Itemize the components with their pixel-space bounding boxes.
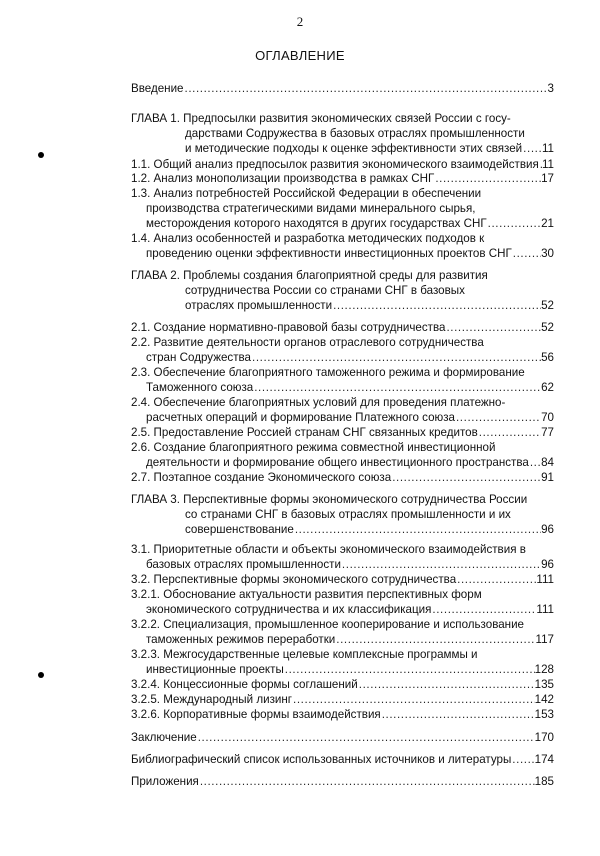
toc-entry-text: Таможенного союза bbox=[146, 381, 254, 394]
toc-entry bbox=[185, 298, 554, 313]
toc-leader-dots bbox=[488, 216, 541, 231]
toc-entry bbox=[146, 246, 554, 261]
toc-leader-dots bbox=[198, 730, 535, 745]
toc-entry bbox=[146, 602, 554, 617]
toc-entry-text: месторождения которого находятся в других государствах СНГ bbox=[146, 217, 487, 230]
toc-entry bbox=[131, 365, 525, 380]
toc-entry bbox=[146, 455, 554, 470]
toc-entry bbox=[131, 440, 495, 455]
toc-entry-text: инвестиционные проекты bbox=[146, 663, 284, 676]
toc-entry-text: 2.5. Предоставление Россией странам СНГ связанных кредитов bbox=[131, 426, 478, 439]
toc-entry-text: ГЛАВА 3. Перспективные формы экономического сотрудничества России bbox=[131, 493, 528, 506]
toc-page-number: 185 bbox=[534, 775, 554, 788]
toc-entry bbox=[131, 752, 554, 767]
toc-page-number: 77 bbox=[541, 426, 554, 439]
toc-entry-text: дарствами Содружества в базовых отраслях промышленности bbox=[185, 127, 525, 140]
toc-leader-dots bbox=[254, 380, 541, 395]
toc-page-number: 117 bbox=[535, 633, 554, 646]
toc-entry bbox=[146, 216, 554, 231]
toc-entry bbox=[185, 283, 465, 298]
toc-entry-text: 3.2.2. Специализация, промышленное кооперирование и использование bbox=[131, 618, 524, 631]
toc-page-number: 91 bbox=[541, 471, 554, 484]
toc-page-number: 56 bbox=[541, 351, 554, 364]
toc-entry bbox=[131, 335, 484, 350]
toc-entry-text: Заключение bbox=[131, 731, 197, 744]
toc-entry-text: совершенствование bbox=[185, 523, 294, 536]
toc-entry-text: 2.1. Создание нормативно-правовой базы сотрудничества bbox=[131, 321, 446, 334]
toc-leader-dots bbox=[285, 662, 535, 677]
toc-entry bbox=[131, 572, 554, 587]
toc-entry-text: 1.3. Анализ потребностей Российской Федерации в обеспечении bbox=[131, 187, 482, 200]
toc-title: ОГЛАВЛЕНИЕ bbox=[255, 48, 345, 63]
toc-entry bbox=[131, 492, 527, 507]
toc-entry bbox=[131, 157, 554, 172]
toc-leader-dots bbox=[512, 752, 534, 767]
toc-entry-text: проведению оценки эффективности инвестиционных проектов СНГ bbox=[146, 247, 512, 260]
toc-entry bbox=[131, 707, 554, 722]
toc-entry-text: 2.4. Обеспечение благоприятных условий для проведения платежно- bbox=[131, 396, 506, 409]
toc-leader-dots bbox=[293, 692, 535, 707]
toc-entry-text: 3.2.4. Концессионные формы соглашений bbox=[131, 678, 358, 691]
toc-leader-dots bbox=[432, 602, 536, 617]
toc-entry-text: 2.7. Поэтапное создание Экономического союза bbox=[131, 471, 392, 484]
toc-entry-text: 3.2. Перспективные формы экономического сотрудничества bbox=[131, 573, 457, 586]
toc-entry bbox=[131, 587, 482, 602]
toc-entry bbox=[131, 81, 554, 96]
toc-entry bbox=[131, 647, 478, 662]
toc-page-number: 30 bbox=[541, 247, 554, 260]
toc-entry-text: производства стратегическими видами минерального сырья, bbox=[146, 202, 476, 215]
toc-page-number: 84 bbox=[541, 456, 554, 469]
toc-leader-dots bbox=[200, 774, 535, 789]
toc-page-number: 3 bbox=[547, 82, 554, 95]
toc-entry-text: 2.6. Создание благоприятного режима совместной инвестиционной bbox=[131, 441, 496, 454]
toc-entry bbox=[131, 171, 554, 186]
toc-entry-text: 1.2. Анализ монополизации производства в рамках СНГ bbox=[131, 172, 435, 185]
toc-page-number: 17 bbox=[541, 172, 554, 185]
toc-leader-dots bbox=[185, 81, 548, 96]
toc-entry-text: таможенных режимов переработки bbox=[146, 633, 336, 646]
toc-page-number: 11 bbox=[541, 142, 554, 155]
toc-leader-dots bbox=[456, 410, 541, 425]
toc-entry bbox=[131, 470, 554, 485]
toc-page-number: 52 bbox=[541, 321, 554, 334]
toc-leader-dots bbox=[479, 425, 541, 440]
toc-entry bbox=[131, 542, 526, 557]
toc-page-number: 142 bbox=[534, 693, 554, 706]
toc-entry bbox=[146, 632, 554, 647]
toc-entry-text: 3.1. Приоритетные области и объекты экономического взаимодействия в bbox=[131, 543, 526, 556]
toc-entry bbox=[131, 617, 524, 632]
toc-entry-text: базовых отраслях промышленности bbox=[146, 558, 341, 571]
toc-page-number: 174 bbox=[534, 753, 554, 766]
toc-entry-text: 3.2.5. Международный лизинг bbox=[131, 693, 293, 706]
toc-entry-text: экономического сотрудничества и их классификация bbox=[146, 603, 432, 616]
toc-entry bbox=[131, 730, 554, 745]
toc-leader-dots bbox=[523, 141, 542, 156]
toc-entry bbox=[131, 111, 511, 126]
toc-entry bbox=[146, 662, 554, 677]
toc-entry-text: 1.4. Анализ особенностей и разработка методических подходов к bbox=[131, 232, 485, 245]
toc-page-number: 21 bbox=[541, 217, 554, 230]
toc-leader-dots bbox=[252, 350, 541, 365]
toc-entry bbox=[185, 126, 525, 141]
toc-page-number: 170 bbox=[534, 731, 554, 744]
toc-page-number: 153 bbox=[534, 708, 554, 721]
toc-page-number: 111 bbox=[536, 573, 554, 586]
toc-page-number: 62 bbox=[541, 381, 554, 394]
toc-entry bbox=[131, 425, 554, 440]
toc-entry bbox=[131, 395, 505, 410]
toc-entry bbox=[146, 201, 475, 216]
toc-leader-dots bbox=[333, 298, 541, 313]
toc-entry-text: отраслях промышленности bbox=[185, 299, 333, 312]
toc-entry-text: расчетных операций и формирование Платежного союза bbox=[146, 411, 455, 424]
page-number: 2 bbox=[296, 14, 304, 29]
toc-entry-text: стран Содружества bbox=[146, 351, 251, 364]
toc-entry bbox=[131, 268, 488, 283]
toc-entry-text: Приложения bbox=[131, 775, 199, 788]
toc-leader-dots bbox=[336, 632, 535, 647]
toc-entry bbox=[146, 557, 554, 572]
toc-entry bbox=[185, 507, 511, 522]
toc-entry-text: Библиографический список использованных источников и литературы bbox=[131, 753, 512, 766]
toc-leader-dots bbox=[513, 246, 541, 261]
toc-page-number: 96 bbox=[541, 558, 554, 571]
toc-leader-dots bbox=[342, 557, 541, 572]
toc-page-number: 52 bbox=[541, 299, 554, 312]
toc-leader-dots bbox=[457, 572, 536, 587]
toc-entry-text: Введение bbox=[131, 82, 184, 95]
toc-page-number: 11 bbox=[541, 158, 554, 171]
toc-leader-dots bbox=[295, 522, 541, 537]
toc-entry bbox=[185, 141, 554, 156]
toc-page-number: 128 bbox=[534, 663, 554, 676]
toc-entry-text: 2.3. Обеспечение благоприятного таможенного режима и формирование bbox=[131, 366, 525, 379]
toc-page-number: 96 bbox=[541, 523, 554, 536]
toc-entry bbox=[146, 350, 554, 365]
toc-entry bbox=[131, 677, 554, 692]
toc-entry-text: ГЛАВА 1. Предпосылки развития экономических связей России с госу- bbox=[131, 112, 511, 125]
toc-entry-text: 2.2. Развитие деятельности органов отраслевого сотрудничества bbox=[131, 336, 484, 349]
toc-entry-text: и методические подходы к оценке эффективности этих связей bbox=[185, 142, 523, 155]
toc-entry bbox=[131, 231, 484, 246]
toc-leader-dots bbox=[446, 320, 541, 335]
toc-leader-dots bbox=[530, 455, 541, 470]
toc-entry bbox=[131, 774, 554, 789]
toc-entry-text: 3.2.3. Межгосударственные целевые комплексные программы и bbox=[131, 648, 478, 661]
toc-page-number: 111 bbox=[536, 603, 554, 616]
toc-entry-text: со странами СНГ в базовых отраслях промышленности и их bbox=[185, 508, 511, 521]
toc-leader-dots bbox=[392, 470, 541, 485]
toc-entry-text: 1.1. Общий анализ предпосылок развития экономического взаимодействия bbox=[131, 158, 539, 171]
toc-leader-dots bbox=[359, 677, 535, 692]
toc-entry bbox=[185, 522, 554, 537]
toc-entry-text: деятельности и формирование общего инвестиционного пространства bbox=[146, 456, 529, 469]
toc-entry-text: сотрудничества России со странами СНГ в базовых bbox=[185, 284, 465, 297]
toc-entry-text: 3.2.6. Корпоративные формы взаимодействия bbox=[131, 708, 381, 721]
toc-entry-text: 3.2.1. Обоснование актуальности развития перспективных форм bbox=[131, 588, 482, 601]
toc-entry bbox=[131, 320, 554, 335]
toc-entry bbox=[146, 380, 554, 395]
toc-entry bbox=[131, 186, 481, 201]
toc-page-number: 135 bbox=[534, 678, 554, 691]
toc-leader-dots bbox=[435, 171, 541, 186]
toc-entry-text: ГЛАВА 2. Проблемы создания благоприятной среды для развития bbox=[131, 269, 488, 282]
toc-entry bbox=[146, 410, 554, 425]
toc-leader-dots bbox=[382, 707, 535, 722]
toc-page-number: 70 bbox=[541, 411, 554, 424]
toc-entry bbox=[131, 692, 554, 707]
